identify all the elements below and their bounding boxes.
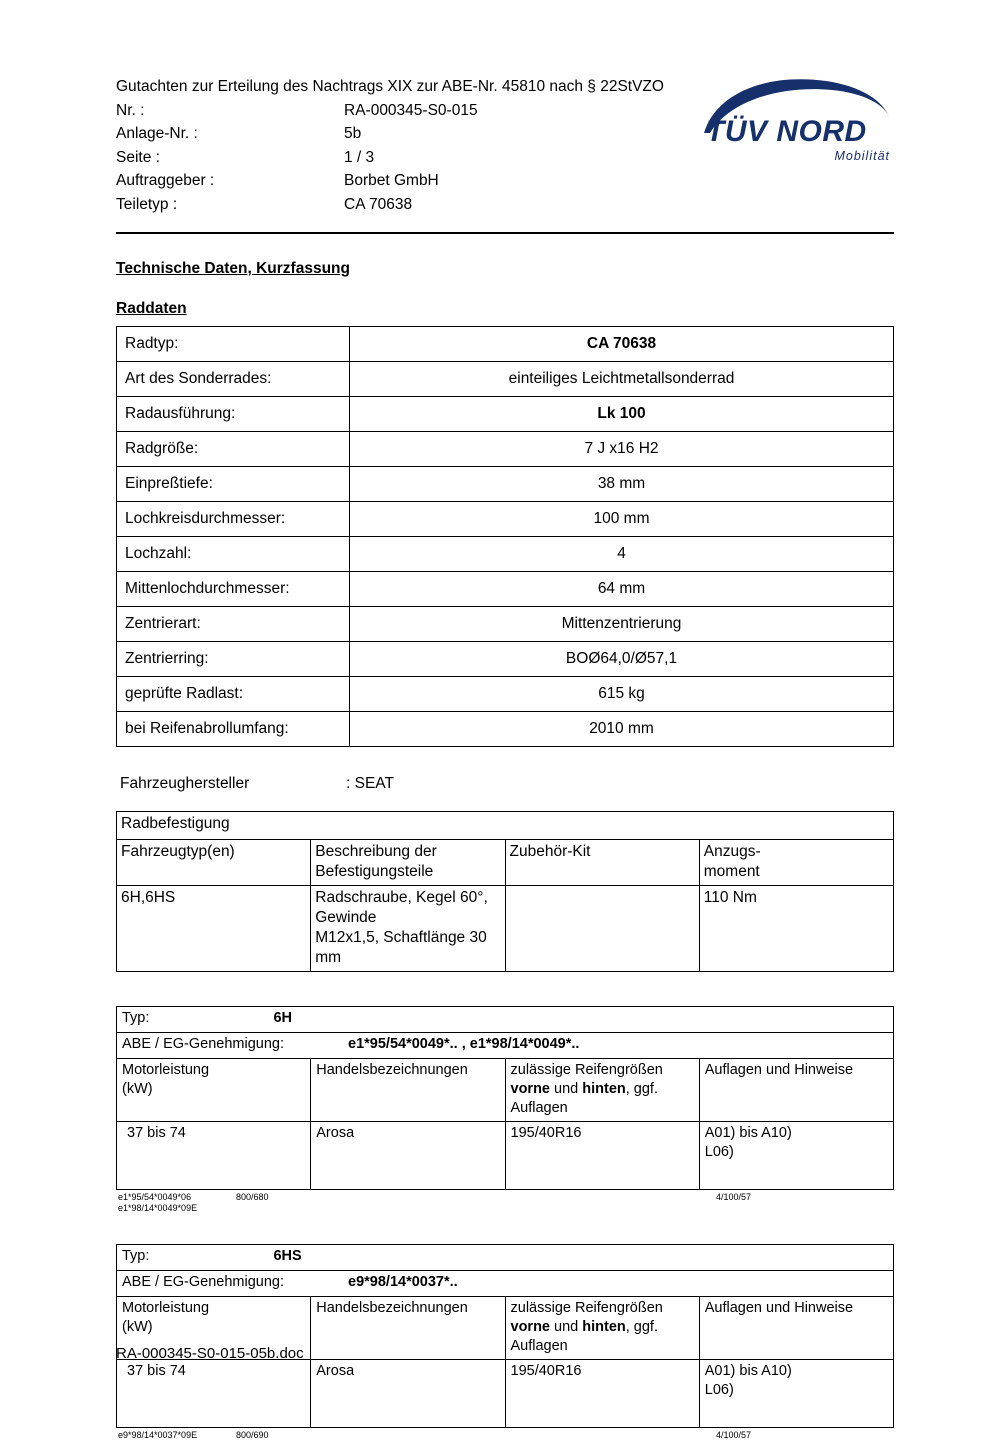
table-row <box>117 1122 894 1190</box>
reifen-hinten: hinten <box>582 1319 626 1335</box>
typ-value: 6HS <box>273 1248 302 1264</box>
header-row-nr-value: RA-000345-S0-015 <box>344 101 478 119</box>
reifen-ggf: , ggf. Auflagen <box>510 1319 658 1354</box>
reifen-vorne: vorne <box>510 1319 550 1335</box>
table-row <box>117 1059 894 1122</box>
header-row-teiletyp-label: Teiletyp : <box>116 195 178 213</box>
footnote-right: 4/100/57 <box>716 1192 752 1202</box>
raddaten-table <box>116 326 894 747</box>
tuv-nord-logo <box>696 75 896 165</box>
beschreibung-line2: M12x1,5, Schaftlänge 30 mm <box>315 929 487 966</box>
footnote-left-line1: e9*98/14*0037*09E <box>118 1430 198 1440</box>
abe-value: e9*98/14*0037*.. <box>348 1274 458 1290</box>
table-row <box>117 572 894 607</box>
raddaten-value: 2010 mm <box>350 712 894 747</box>
table-row <box>117 467 894 502</box>
header-title: Gutachten zur Erteilung des Nachtrags XIX zur ABE-Nr. 45810 nach § 22StVZO <box>116 78 664 95</box>
raddaten-value: CA 70638 <box>350 327 894 362</box>
raddaten-key: Einpreßtiefe: <box>117 467 350 502</box>
fahrzeughersteller-line <box>120 775 896 799</box>
abe-label: ABE / EG-Genehmigung: <box>122 1274 284 1290</box>
header-row-anlage-value: 5b <box>344 125 362 142</box>
reifen-line1: zulässige Reifengrößen <box>510 1300 663 1316</box>
reifen-und: und <box>550 1081 583 1097</box>
typ-label: Typ: <box>122 1248 150 1264</box>
raddaten-key: Radtyp: <box>117 327 350 362</box>
cell-reifengroesse: 195/40R16 <box>505 1122 699 1190</box>
cell-handelsbezeichnung: Arosa <box>311 1360 505 1428</box>
motorleistung-line2: (kW) <box>122 1319 153 1335</box>
fahrzeughersteller-value: : SEAT <box>346 775 394 792</box>
auflagen-line2: L06) <box>704 1382 734 1398</box>
table-row <box>117 677 894 712</box>
abe-genehmigung-cell <box>117 1033 894 1059</box>
header-row-auftraggeber-label: Auftraggeber : <box>116 172 215 189</box>
header-row-seite-label: Seite : <box>116 148 160 166</box>
fahrzeughersteller-label: Fahrzeughersteller <box>120 775 250 792</box>
header-reifengroessen <box>505 1059 699 1122</box>
raddaten-value: 615 kg <box>350 677 894 712</box>
footnote-left-line1: e1*95/54*0049*06 <box>118 1192 192 1202</box>
auflagen-line2: L06) <box>704 1144 734 1160</box>
radbefestigung-cell-beschreibung <box>311 886 505 972</box>
raddaten-value: Lk 100 <box>350 397 894 432</box>
raddaten-key: bei Reifenabrollumfang: <box>117 712 350 747</box>
auflagen-line1: A01) bis A10) <box>704 1125 792 1141</box>
raddaten-value: BOØ64,0/Ø57,1 <box>350 642 894 677</box>
typ-label: Typ: <box>122 1010 150 1026</box>
cell-reifengroesse: 195/40R16 <box>505 1360 699 1428</box>
header-reifengroessen <box>505 1297 699 1360</box>
radbefestigung-cell-moment: 110 Nm <box>699 886 893 972</box>
cell-motorleistung: 37 bis 74 <box>117 1360 311 1428</box>
header-auflagen: Auflagen und Hinweise <box>699 1297 893 1360</box>
radbefestigung-title: Radbefestigung <box>117 812 894 840</box>
table-row <box>117 1033 894 1059</box>
table-row <box>117 537 894 572</box>
header-row-auftraggeber <box>116 169 896 193</box>
document-header <box>116 75 896 234</box>
table-row <box>117 432 894 467</box>
reifen-und: und <box>550 1319 583 1335</box>
beschreibung-line1: Radschraube, Kegel 60°, Gewinde <box>315 889 488 926</box>
raddaten-key: Lochkreisdurchmesser: <box>117 502 350 537</box>
document-footer-filename: RA-000345-S0-015-05b.doc <box>116 1345 304 1362</box>
logo-subtitle: Mobilität <box>834 149 890 163</box>
header-row-auftraggeber-value: Borbet GmbH <box>344 172 439 189</box>
header-motorleistung <box>117 1059 311 1122</box>
raddaten-value: 38 mm <box>350 467 894 502</box>
table-row <box>117 1245 894 1271</box>
raddaten-key: Zentrierring: <box>117 642 350 677</box>
abe-genehmigung-cell <box>117 1271 894 1297</box>
abe-value: e1*95/54*0049*.. , e1*98/14*0049*.. <box>348 1036 580 1052</box>
reifen-ggf: , ggf. Auflagen <box>510 1081 658 1116</box>
raddaten-value: 64 mm <box>350 572 894 607</box>
typ-table-6h <box>116 1006 894 1190</box>
reifen-vorne: vorne <box>510 1081 550 1097</box>
footnote-right: 4/100/57 <box>716 1430 752 1440</box>
abe-label: ABE / EG-Genehmigung: <box>122 1036 284 1052</box>
table-row <box>117 840 894 886</box>
header-row-anlage-label: Anlage-Nr. : <box>116 125 198 142</box>
typ-footnotes-6hs <box>116 1430 896 1456</box>
motorleistung-line1: Motorleistung <box>122 1062 210 1078</box>
table-row <box>117 812 894 840</box>
section-title-technische-daten: Technische Daten, Kurzfassung <box>116 260 350 277</box>
anzugsmoment-line1: Anzugs- <box>703 843 761 860</box>
radbefestigung-header-fahrzeugtyp: Fahrzeugtyp(en) <box>117 840 311 886</box>
typ-footnotes-6h <box>116 1192 896 1218</box>
footnote-left <box>118 1192 197 1214</box>
raddaten-key: Zentrierart: <box>117 607 350 642</box>
cell-auflagen <box>699 1122 893 1190</box>
raddaten-key: geprüfte Radlast: <box>117 677 350 712</box>
footnote-mid: 800/680 <box>236 1192 269 1202</box>
table-row <box>117 1360 894 1428</box>
raddaten-value: Mittenzentrierung <box>350 607 894 642</box>
header-row-nr-label: Nr. : <box>116 101 145 119</box>
raddaten-key: Radgröße: <box>117 432 350 467</box>
motorleistung-line1: Motorleistung <box>122 1300 210 1316</box>
table-row <box>117 502 894 537</box>
motorleistung-line2: (kW) <box>122 1081 153 1097</box>
raddaten-value: 4 <box>350 537 894 572</box>
footnote-left-line2: e1*98/14*0049*09E <box>118 1203 198 1213</box>
header-row-seite-value: 1 / 3 <box>344 148 375 166</box>
header-handelsbezeichnungen: Handelsbezeichnungen <box>311 1059 505 1122</box>
table-row <box>117 642 894 677</box>
cell-handelsbezeichnung: Arosa <box>311 1122 505 1190</box>
raddaten-key: Lochzahl: <box>117 537 350 572</box>
table-row <box>117 607 894 642</box>
typ-value: 6H <box>273 1010 292 1026</box>
footnote-left <box>118 1430 197 1441</box>
table-row <box>117 327 894 362</box>
radbefestigung-cell-typ: 6H,6HS <box>117 886 311 972</box>
raddaten-key: Mittenlochdurchmesser: <box>117 572 350 607</box>
table-row <box>117 1007 894 1033</box>
table-row <box>117 397 894 432</box>
header-divider <box>116 232 894 234</box>
typ-table-6hs <box>116 1244 894 1428</box>
raddaten-value: 7 J x16 H2 <box>350 432 894 467</box>
radbefestigung-header-beschreibung: Beschreibung der Befestigungsteile <box>311 840 505 886</box>
table-row <box>117 1271 894 1297</box>
header-auflagen: Auflagen und Hinweise <box>699 1059 893 1122</box>
raddaten-value: einteiliges Leichtmetallsonderrad <box>350 362 894 397</box>
spacer <box>116 972 896 1006</box>
radbefestigung-table <box>116 811 894 972</box>
footnote-mid: 800/690 <box>236 1430 269 1440</box>
typ-title-cell <box>117 1245 894 1271</box>
table-row <box>117 362 894 397</box>
raddaten-key: Radausführung: <box>117 397 350 432</box>
header-row-teiletyp-value: CA 70638 <box>344 195 413 213</box>
raddaten-value: 100 mm <box>350 502 894 537</box>
cell-auflagen <box>699 1360 893 1428</box>
spacer <box>116 1218 896 1244</box>
header-row-teiletyp <box>116 193 896 217</box>
raddaten-key: Art des Sonderrades: <box>117 362 350 397</box>
table-row <box>117 712 894 747</box>
logo-wordmark: TÜV NORD <box>706 115 867 148</box>
anzugsmoment-line2: moment <box>703 863 760 880</box>
typ-title-cell <box>117 1007 894 1033</box>
radbefestigung-header-anzugsmoment <box>699 840 893 886</box>
section-title-raddaten: Raddaten <box>116 300 187 317</box>
radbefestigung-header-zubehoer: Zubehör-Kit <box>505 840 699 886</box>
table-row <box>117 886 894 972</box>
cell-motorleistung: 37 bis 74 <box>117 1122 311 1190</box>
header-handelsbezeichnungen: Handelsbezeichnungen <box>311 1297 505 1360</box>
reifen-line1: zulässige Reifengrößen <box>510 1062 663 1078</box>
reifen-hinten: hinten <box>582 1081 626 1097</box>
auflagen-line1: A01) bis A10) <box>704 1363 792 1379</box>
radbefestigung-cell-zubehoer <box>505 886 699 972</box>
